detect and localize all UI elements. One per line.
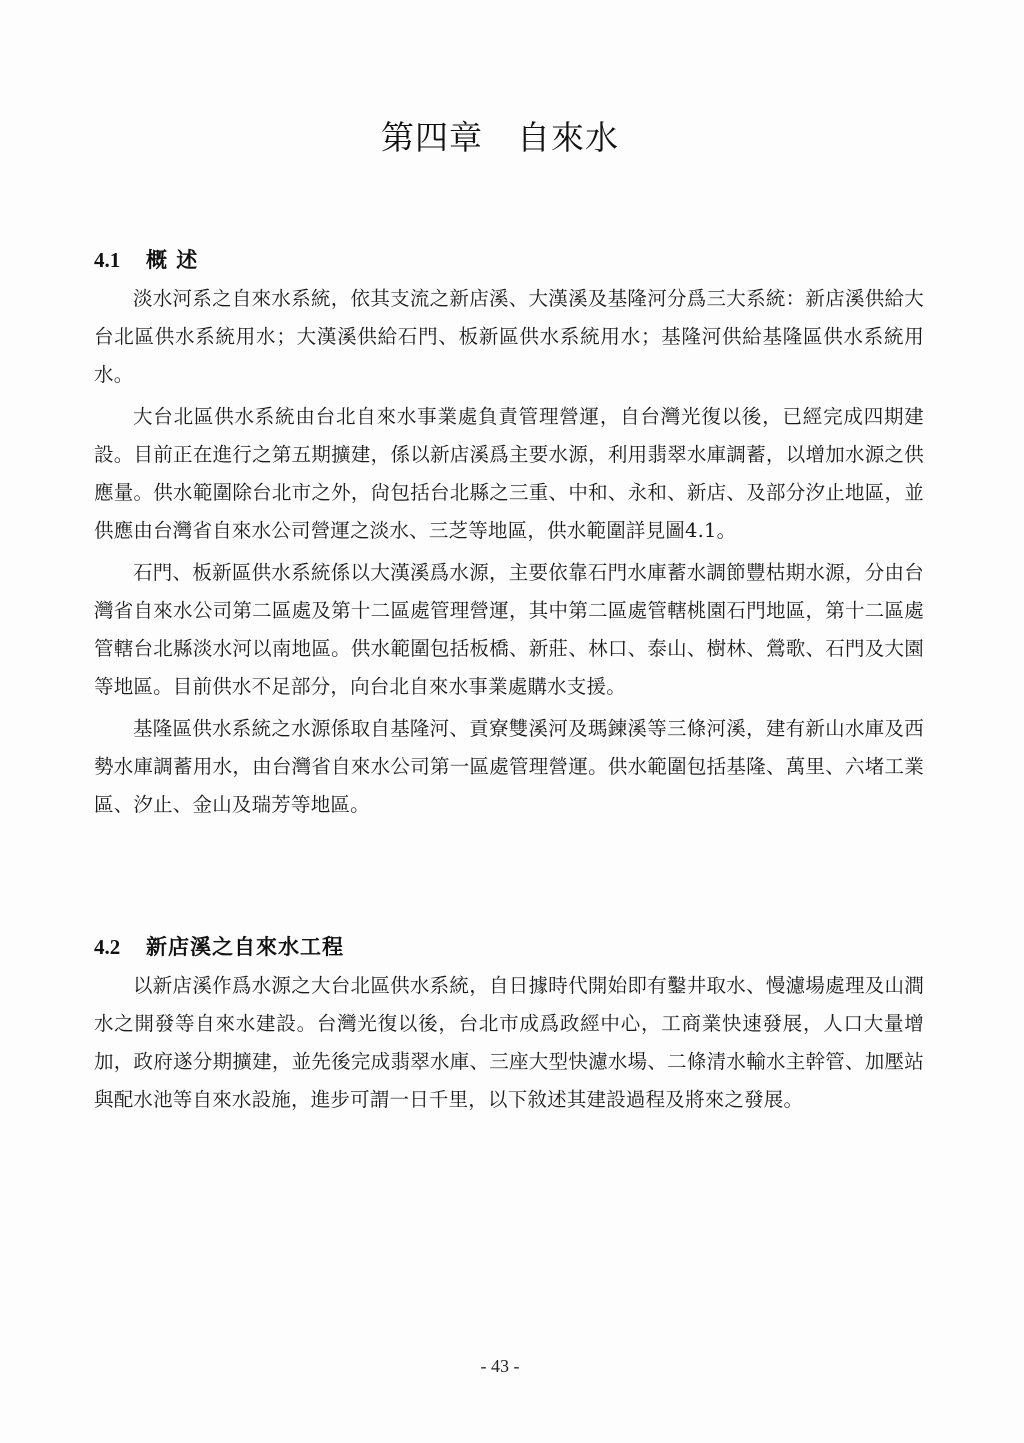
section-title: 新店溪之自來水工程 bbox=[146, 935, 344, 959]
section-heading bbox=[94, 244, 924, 274]
section-title: 概 述 bbox=[146, 248, 199, 272]
page-number: - 43 - bbox=[480, 1356, 520, 1376]
section-number: 4.2 bbox=[94, 935, 121, 959]
paragraph: 石門、板新區供水系統係以大漢溪爲水源，主要依靠石門水庫蓄水調節豐枯期水源，分由台灣省自來水公司第二區處及第十二區處管理營運，其中第二區處管轄桃園石門地區，第十二區處管轄台北縣淡水河以南地區。供水範圍包括板橋、新莊、林口、泰山、樹林、鶯歌、石門及大園等地區。目前供水不足部分，向台北自來水事業處購水支援。 bbox=[94, 561, 924, 698]
paragraph: 基隆區供水系統之水源係取自基隆河、貢寮雙溪河及瑪鍊溪等三條河溪，建有新山水庫及西勢水庫調蓄用水，由台灣省自來水公司第一區處管理營運。供水範圍包括基隆、萬里、六堵工業區、汐止、金山及瑞芳等地區。 bbox=[94, 717, 924, 816]
paragraph: 以新店溪作爲水源之大台北區供水系統，自日據時代開始即有鑿井取水、慢濾場處理及山澗水之開發等自來水建設。台灣光復以後，台北市成爲政經中心，工商業快速發展，人口大量增加，政府遂分期擴建，並先後完成翡翠水庫、三座大型快濾水場、二條清水輸水主幹管、加壓站與配水池等自來水設施，進步可謂一日千里，以下敘述其建設過程及將來之發展。 bbox=[94, 974, 924, 1111]
section-4-1 bbox=[94, 244, 924, 824]
paragraph: 大台北區供水系統由台北自來水事業處負責管理營運，自台灣光復以後，已經完成四期建設。目前正在進行之第五期擴建，係以新店溪爲主要水源，利用翡翠水庫調蓄，以增加水源之供應量。供水範圍除台北市之外，尙包括台北縣之三重、中和、永和、新店、及部分汐止地區，並供應由台灣省自來水公司營運之淡水、三芝等地區，供水範圍詳見圖4.1。 bbox=[94, 405, 924, 542]
paragraph: 淡水河系之自來水系統，依其支流之新店溪、大漢溪及基隆河分爲三大系統：新店溪供給大台北區供水系統用水；大漢溪供給石門、板新區供水系統用水；基隆河供給基隆區供水系統用水。 bbox=[94, 287, 924, 386]
section-heading bbox=[94, 931, 924, 961]
section-number: 4.1 bbox=[94, 248, 121, 272]
chapter-title: 第四章 自來水 bbox=[381, 118, 619, 157]
section-4-2 bbox=[94, 931, 924, 1119]
